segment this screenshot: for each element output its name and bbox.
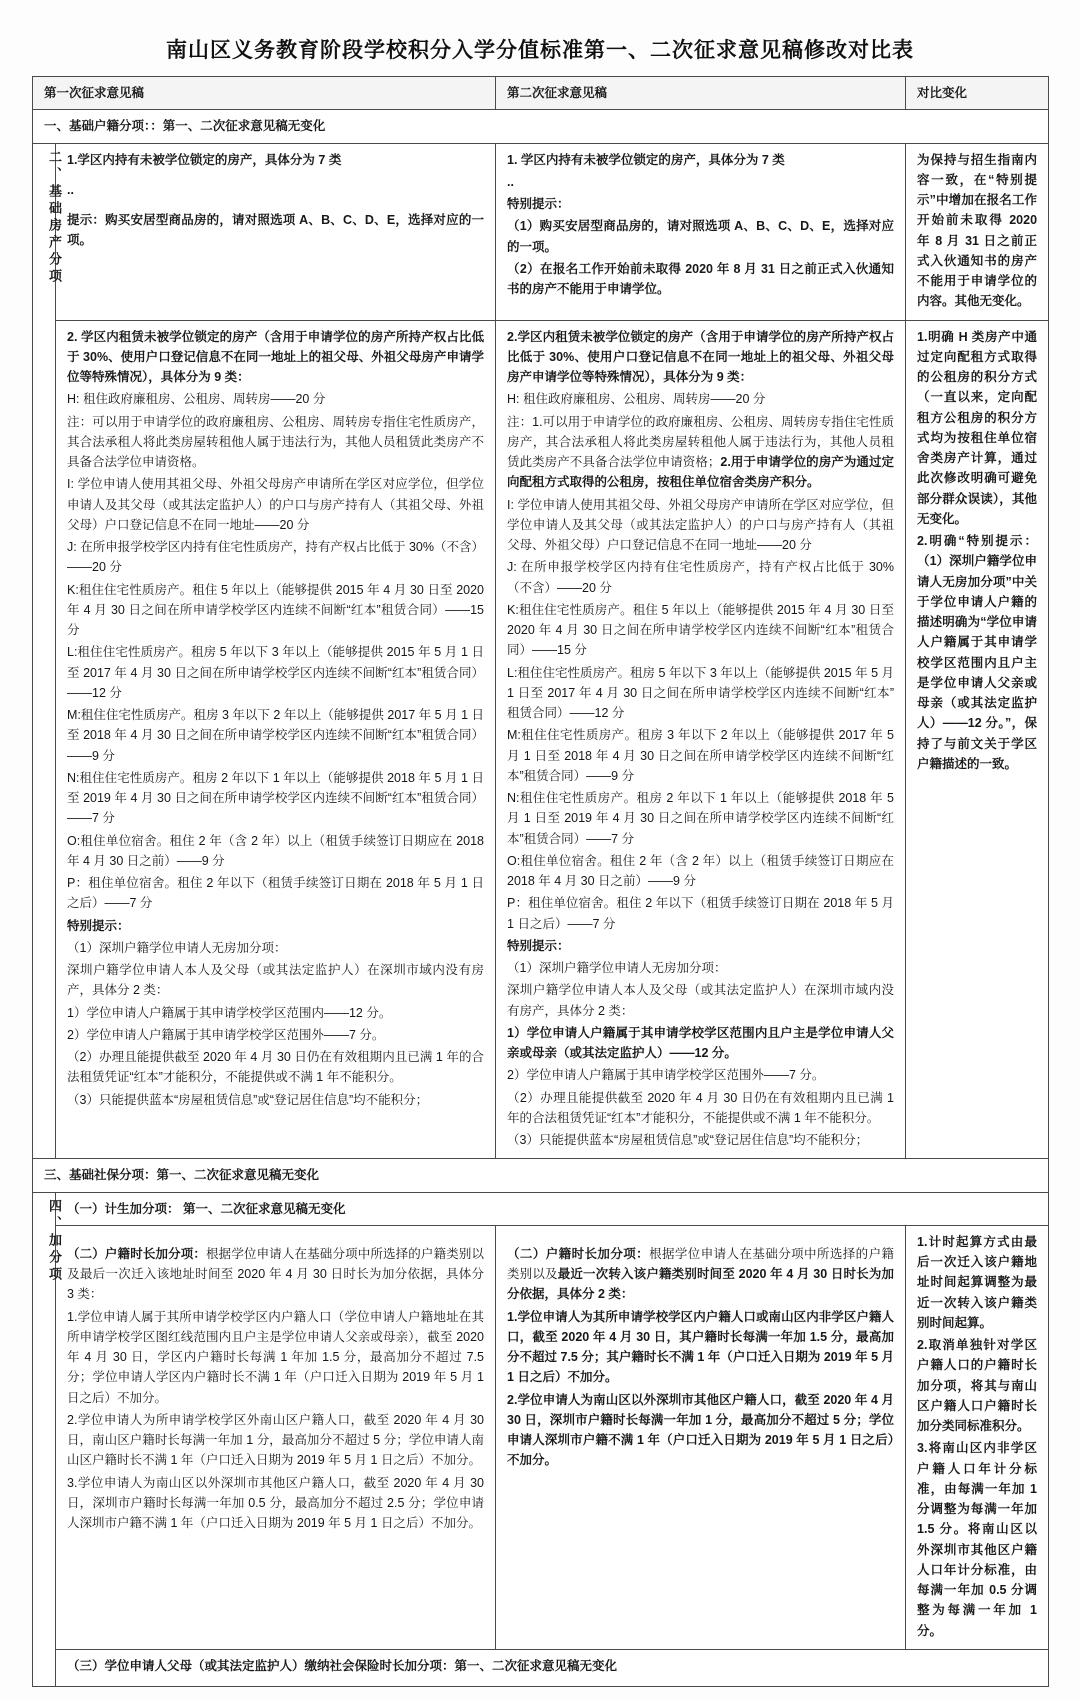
band-row-social [33, 1159, 1049, 1192]
paragraph: 2.学区内租赁未被学位锁定的房产（含用于申请学位的房产所持产权占比低于 30%、使用户口登记信息不在同一地址上的祖父母、外祖父母房产申请学位等特殊情况），具体分为 9 类： [507, 329, 895, 384]
property-row-2 [33, 320, 1049, 1159]
band-row-household [33, 110, 1049, 143]
paragraph: K:租住住宅性质房产。租住 5 年以上（能够提供 2015 年 4 月 30 日至 2020 年 4 月 30 日之间在所申请学校学区内连续不间断“红本”租赁合同）——15 分 [507, 602, 895, 658]
paragraph: 提示：购买安居型商品房的，请对照选项 A、B、C、D、E，选择对应的一项。 [67, 213, 485, 248]
paragraph: I: 学位申请人使用其祖父母、外祖父母房产申请所在学区对应学位，但学位申请人及其父母（或其法定监护人）的户口与房产持有人（其祖父母、外祖父母）户口登记信息不在同一地址——20 分 [67, 477, 485, 532]
cell-prop1-first-draft [56, 143, 496, 320]
paragraph: J: 在所申报学校学区内持有住宅性质房产，持有产权占比低于 30%（不含）——20 分 [507, 560, 895, 595]
band-household-base: 一、基础户籍分项：：第一、二次征求意见稿无变化 [33, 110, 1049, 143]
paragraph: 注：可以用于申请学位的政府廉租房、公租房、周转房专指住宅性质房产，其合法承租人将此类房屋转租他人属于违法行为，其他人员租赁此类房产不具备合法学位申请资格。 [67, 414, 485, 469]
paragraph: N:租住住宅性质房产。租房 2 年以下 1 年以上（能够提供 2018 年 5 月 1 日至 2019 年 4 月 30 日之间在所申请学校学区内连续不间断“红本”租赁合同）——7 分 [507, 791, 895, 846]
paragraph: O:租住单位宿舍。租住 2 年（含 2 年）以上（租赁手续签订日期应在 2018 年 4 月 30 日之前）——9 分 [67, 833, 485, 868]
paragraph: 3.学位申请人为南山区以外深圳市其他区户籍人口，截至 2020 年 4 月 30 日，深圳市户籍时长每满一年加 0.5 分，最高加分不超过 2.5 分；学位申请人深圳市户籍不满 1 年（户口迁入日期为 2019 年 5 月 1 日之后）不加分。 [67, 1475, 485, 1530]
header-first-draft: 第一次征求意见稿 [33, 77, 496, 110]
paragraph: 深圳户籍学位申请人本人及父母（或其法定监护人）在深圳市域内没有房产，具体分 2 类： [67, 963, 485, 998]
band-social-base: 三、基础社保分项：第一、二次征求意见稿无变化 [33, 1159, 1049, 1192]
page-title: 南山区义务教育阶段学校积分入学分值标准第一、二次征求意见稿修改对比表 [166, 39, 914, 62]
property-row-1 [33, 143, 1049, 320]
paragraph: P：租住单位宿舍。租住 2 年以下（租赁手续签订日期在 2018 年 5 月 1 日之后）——7 分 [67, 876, 485, 911]
paragraph: M:租住住宅性质房产。租房 3 年以下 2 年以上（能够提供 2017 年 5 月 1 日至 2018 年 4 月 30 日之间在所申请学校学区内连续不间断“红本”租赁合同）——9 分 [67, 708, 485, 763]
bonus-row-household-duration [33, 1225, 1049, 1649]
side-label-property-text: 二、基础房产分项 [47, 149, 63, 286]
paragraph: 3.将南山区内非学区户籍人口年计分标准，由每满一年加 1 分调整为每满一年加 1.5 分。将南山区以外深圳市其他区户籍人口年计分标准，由每满一年加 0.5 分调整为每满一年加 1 分。 [917, 1441, 1038, 1638]
paragraph: I: 学位申请人使用其祖父母、外祖父母房产申请所在学区对应学位，但学位申请人及其父母（或其法定监护人）的户口与房产持有人（其祖父母、外祖父母）户口登记信息不在同一地址——20 分 [507, 497, 895, 552]
paragraph: 2.学位申请人为南山区以外深圳市其他区户籍人口，截至 2020 年 4 月 30 日，深圳市户籍时长每满一年加 1 分，最高加分不超过 5 分；学位申请人深圳市户籍不满 1 年（户口迁入日期为 2019 年 5 月 1 日之后）不加分。 [507, 1392, 895, 1468]
paragraph: 深圳户籍学位申请人本人及父母（或其法定监护人）在深圳市域内没有房产，具体分 2 类： [507, 983, 895, 1018]
paragraph: 1. 学区内持有未被学位锁定的房产，具体分为 7 类 [507, 152, 785, 167]
paragraph: 1.学区内持有未被学位锁定的房产，具体分为 7 类 [67, 152, 342, 167]
paragraph: 1.学位申请人为其所申请学校学区内户籍人口或南山区内非学区户籍人口，截至 2020 年 4 月 30 日，其户籍时长每满一年加 1.5 分，最高加分不超过 7.5 分；其户籍时长不满 1 年（户口迁入日期为 2019 年 5 月 1 日之后）不加分。 [507, 1309, 895, 1385]
paragraph: 注：1.可以用于申请学位的政府廉租房、公租房、周转房专指住宅性质房产，其合法承租人将此类房屋转租他人属于违法行为，其他人员租赁此类房产不具备合法学位申请资格；2.用于申请学位的房产为通过定向配租方式取得的公租房，按租住单位宿舍类房产积分。 [507, 414, 895, 490]
paragraph: （1）购买安居型商品房的，请对照选项 A、B、C、D、E，选择对应的一项。 [507, 219, 895, 254]
paragraph: P：租住单位宿舍。租住 2 年以下（租赁手续签订日期在 2018 年 5 月 1 日之后）——7 分 [507, 896, 895, 931]
paragraph: N:租住住宅性质房产。租房 2 年以下 1 年以上（能够提供 2018 年 5 月 1 日至 2019 年 4 月 30 日之间在所申请学校学区内连续不间断“红本”租赁合同）——7 分 [67, 770, 485, 826]
paragraph: .. [507, 174, 514, 189]
paragraph: 特别提示： [507, 938, 570, 953]
paragraph: （1）深圳户籍学位申请人无房加分项： [67, 940, 287, 955]
paragraph: O:租住单位宿舍。租住 2 年（含 2 年）以上（租赁手续签订日期应在 2018 年 4 月 30 日之前）——9 分 [507, 853, 895, 888]
cell-prop2-second-draft [496, 320, 906, 1159]
cell-prop1-second-draft [496, 143, 906, 320]
paragraph: .. [67, 182, 74, 197]
comparison-table [32, 76, 1049, 1687]
paragraph: H: 租住政府廉租房、公租房、周转房——20 分 [507, 392, 766, 407]
paragraph: （2）办理且能提供截至 2020 年 4 月 30 日仍在有效租期内且已满 1 年的合法租赁凭证“红本”才能积分，不能提供或不满 1 年不能积分。 [507, 1090, 895, 1125]
paragraph: 2.明确“特别提示：（1）深圳户籍学位申请人无房加分项”中关于学位申请人户籍的描述明确为“学位申请人户籍属于其申请学校学区范围内且户主是学位申请人父亲或母亲（或其法定监护人）——12 分。”，保持了与前文关于学区户籍描述的一致。 [917, 534, 1038, 771]
band-social-insurance: （三）学位申请人父母（或其法定监护人）缴纳社会保险时长加分项：第一、二次征求意见稿无变化 [56, 1649, 1049, 1686]
paragraph: K:租住住宅性质房产。租住 5 年以上（能够提供 2015 年 4 月 30 日至 2020 年 4 月 30 日之间在所申请学校学区内连续不间断“红本”租赁合同）——15 分 [67, 582, 485, 637]
cell-prop1-changes [906, 143, 1049, 320]
band-family-planning: （一）计生加分项： 第一、二次征求意见稿无变化 [56, 1192, 1049, 1225]
paragraph: 2.学位申请人为所申请学校学区外南山区户籍人口，截至 2020 年 4 月 30 日，南山区户籍时长每满一年加 1 分，最高加分不超过 5 分；学位申请人南山区户籍时长不满 1 年（户口迁入日期为 2019 年 5 月 1 日之后）不加分。 [67, 1412, 485, 1468]
cell-duration-second-draft [496, 1225, 906, 1649]
paragraph: L:租住住宅性质房产。租房 5 年以下 3 年以上（能够提供 2015 年 5 月 1 日至 2017 年 4 月 30 日之间在所申请学校学区内连续不间断“红本”租赁合同）——12 分 [67, 645, 485, 700]
paragraph: 为保持与招生指南内容一致，在“特别提示”中增加在报名工作开始前未取得 2020 年 8 月 31 日之前正式入伙通知书的房产不能用于申请学位的内容。其他无变化。 [917, 152, 1038, 309]
paragraph: L:租住住宅性质房产。租房 5 年以下 3 年以上（能够提供 2015 年 5 月 1 日至 2017 年 4 月 30 日之间在所申请学校学区内连续不间断“红本”租赁合同）——12 分 [507, 665, 895, 720]
header-compare: 对比变化 [906, 77, 1049, 110]
side-label-bonus [33, 1192, 63, 1686]
paragraph: M:租住住宅性质房产。租房 3 年以下 2 年以上（能够提供 2017 年 5 月 1 日至 2018 年 4 月 30 日之间在所申请学校学区内连续不间断“红本”租赁合同）——9 分 [507, 728, 895, 783]
band-row-family-planning [33, 1192, 1049, 1225]
paragraph: （2）在报名工作开始前未取得 2020 年 8 月 31 日之前正式入伙通知书的房产不能用于申请学位。 [507, 261, 895, 296]
paragraph: 2.取消单独针对学区户籍人口的户籍时长加分项，将其与南山区户籍人口户籍时长加分类同标准积分。 [917, 1338, 1038, 1433]
cell-prop2-first-draft [56, 320, 496, 1159]
paragraph: （二）户籍时长加分项：根据学位申请人在基础分项中所选择的户籍类别以及最近一次转入该户籍类别时间至 2020 年 4 月 30 日时长为加分依据，具体分 2 类： [507, 1246, 894, 1302]
paragraph: 1.明确 H 类房产中通过定向配租方式取得的公租房的积分方式（一直以来，定向配租方公租房的积分方式均为按租住单位宿舍类房产计算，通过此次修改明确可避免部分群众误读），其他无变化。 [917, 329, 1038, 526]
paragraph: 2. 学区内租赁未被学位锁定的房产（含用于申请学位的房产所持产权占比低于 30%、使用户口登记信息不在同一地址上的祖父母、外祖父母房产申请学位等特殊情况），具体分为 9 类： [67, 329, 485, 384]
paragraph: H: 租住政府廉租房、公租房、周转房——20 分 [67, 392, 326, 407]
cell-duration-first-draft [56, 1225, 496, 1649]
paragraph: 1）学位申请人户籍属于其申请学校学区范围内且户主是学位申请人父亲或母亲（或其法定监护人）——12 分。 [507, 1025, 895, 1060]
paragraph: 1）学位申请人户籍属于其申请学校学区范围内——12 分。 [67, 1005, 392, 1020]
paragraph: （2）办理且能提供截至 2020 年 4 月 30 日仍在有效租期内且已满 1 年的合法租赁凭证“红本”才能积分，不能提供或不满 1 年不能积分。 [67, 1050, 485, 1085]
cell-prop2-changes [906, 320, 1049, 1159]
paragraph: （1）深圳户籍学位申请人无房加分项： [507, 961, 727, 975]
paragraph: （3）只能提供蓝本“房屋租赁信息”或“登记居住信息”均不能积分； [67, 1092, 429, 1107]
paragraph: 特别提示： [507, 197, 570, 211]
paragraph: 2）学位申请人户籍属于其申请学校学区范围外——7 分。 [67, 1027, 385, 1042]
paragraph: 特别提示： [67, 918, 130, 933]
paragraph: （3）只能提供蓝本“房屋租赁信息”或“登记居住信息”均不能积分； [507, 1133, 869, 1147]
cell-duration-changes [906, 1225, 1049, 1649]
paragraph: 1.计时起算方式由最后一次迁入该户籍地址时间起算调整为最近一次转入该户籍类别时间起算。 [917, 1234, 1038, 1330]
paragraph: 1.学位申请人属于其所申请学校学区内户籍人口（学位申请人户籍地址在其所申请学校学区图红线范围内且户主是学位申请人父亲或母亲），截至 2020 年 4 月 30 日，学区内户籍时长每满 1 年加 1.5 分，最高加分不超过 7.5 分；学位申请人学区内户籍时长不满 1 年（户口迁入日期为 2019 年 5 月 1 日之后）不加分。 [67, 1309, 485, 1405]
side-label-bonus-text: 四、加分项 [47, 1198, 63, 1284]
paragraph: J: 在所申报学校学区内持有住宅性质房产，持有产权占比低于 30%（不含）——20 分 [67, 540, 485, 575]
paragraph: （二）户籍时长加分项：根据学位申请人在基础分项中所选择的户籍类别以及最后一次迁入该地址时间至 2020 年 4 月 30 日时长为加分依据，具体分 3 类： [67, 1246, 485, 1302]
table-header-row [33, 77, 1049, 110]
side-label-property [33, 143, 63, 1159]
paragraph: 2）学位申请人户籍属于其申请学校学区范围外——7 分。 [507, 1068, 825, 1083]
band-row-social-insurance [33, 1649, 1049, 1686]
header-second-draft: 第二次征求意见稿 [496, 77, 906, 110]
